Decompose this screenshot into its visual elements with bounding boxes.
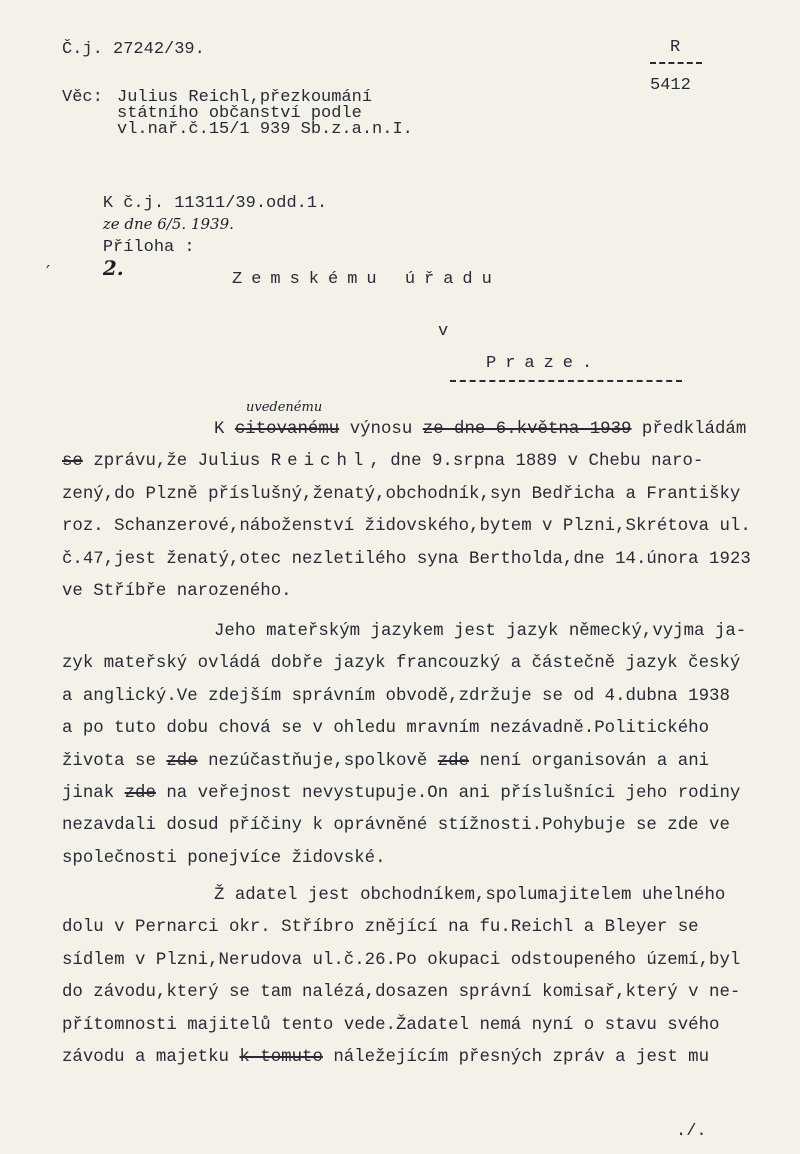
subject-line-2: státního občanství podle bbox=[117, 104, 362, 123]
handwritten-correction: uvedenému bbox=[246, 400, 323, 415]
register-letter: R bbox=[670, 38, 681, 57]
body-paragraph-2: Jeho mateřským jazykem jest jazyk německý,vyjma ja- zyk mateřský ovládá dobře jazyk francouzký a částečně jazyk český a anglický.Ve zdejším správním obvodě,zdržuje se od 4.dubna 1938 a po tuto dobu chová se v ohledu mravním nezávadně.Politického života se zde nezúčastňuje,spolkově zde není organisován a ani jinak zde na veřejnost nevystupuje.On ani příslušníci jeho rodiny nezavdali dosud příčiny k oprávněné stížnosti.Pohybuje se zde ve společnosti ponejvíce židovské. bbox=[62, 622, 747, 868]
struck-word-citovanemu: citovanému bbox=[234, 420, 340, 439]
reference-number: Č.j. 27242/39. bbox=[62, 40, 205, 59]
reference-text: K č.j. 11311/39.odd.1. bbox=[102, 194, 328, 213]
body-paragraph-3: Ž adatel jest obchodníkem,spolumajitelem uhelného dolu v Pernarci okr. Stříbro znějící na fu.Reichl a Bleyer se sídlem v Plzni,Nerudova ul.č.26.Po okupaci odstoupeného území,byl do závodu,který se tam nalézá,dosazen správní komisař,který v ne- přítomnosti majitelů tento vede.Žadatel nemá nyní o stavu svého závodu a majetku k tomuto náležejícím přesných zpráv a jest mu bbox=[62, 886, 741, 1068]
reference-handwritten-date: ze dne 6/5. 1939. bbox=[102, 215, 234, 233]
attachment-value: 2. bbox=[102, 256, 124, 280]
register-number: 5412 bbox=[650, 76, 691, 95]
body-paragraph-1: K citovanému výnosu ze dne 6.května 1939 předkládám se zprávu,že Julius Reichl, dne 9.srpna 1889 v Chebu naro- zený,do Plzně příslušný,ženatý,obchodník,syn Bedřicha a Františky roz. Schanzerové,náboženství židovského,bytem v Plzni,Skrétova ul. č.47,jest ženatý,otec nezletilého syna Bertholda,dne 14.února 1923 ve Stříbře narozeného. bbox=[62, 420, 751, 602]
subject-name: Reichl bbox=[270, 452, 370, 472]
address-line-3: Praze. bbox=[486, 354, 602, 373]
subject-line-3: vl.nař.č.15/1 939 Sb.z.a.n.I. bbox=[117, 120, 413, 139]
attachment-label: Příloha : bbox=[102, 238, 195, 257]
subject-line-1: Julius Reichl,přezkoumání bbox=[117, 88, 373, 107]
address-line-1: Zemskému úřadu bbox=[232, 270, 501, 289]
subject-label: Věc: bbox=[62, 88, 103, 107]
struck-date: ze dne 6.května 1939 bbox=[422, 420, 632, 439]
address-underline bbox=[450, 380, 682, 382]
attachment-line bbox=[62, 218, 195, 302]
struck-word-se: se bbox=[62, 452, 83, 472]
continuation-mark: ./. bbox=[676, 1122, 707, 1141]
address-line-2: v bbox=[438, 322, 449, 341]
pencil-mark: ′ bbox=[46, 262, 51, 283]
register-rule bbox=[650, 62, 702, 64]
